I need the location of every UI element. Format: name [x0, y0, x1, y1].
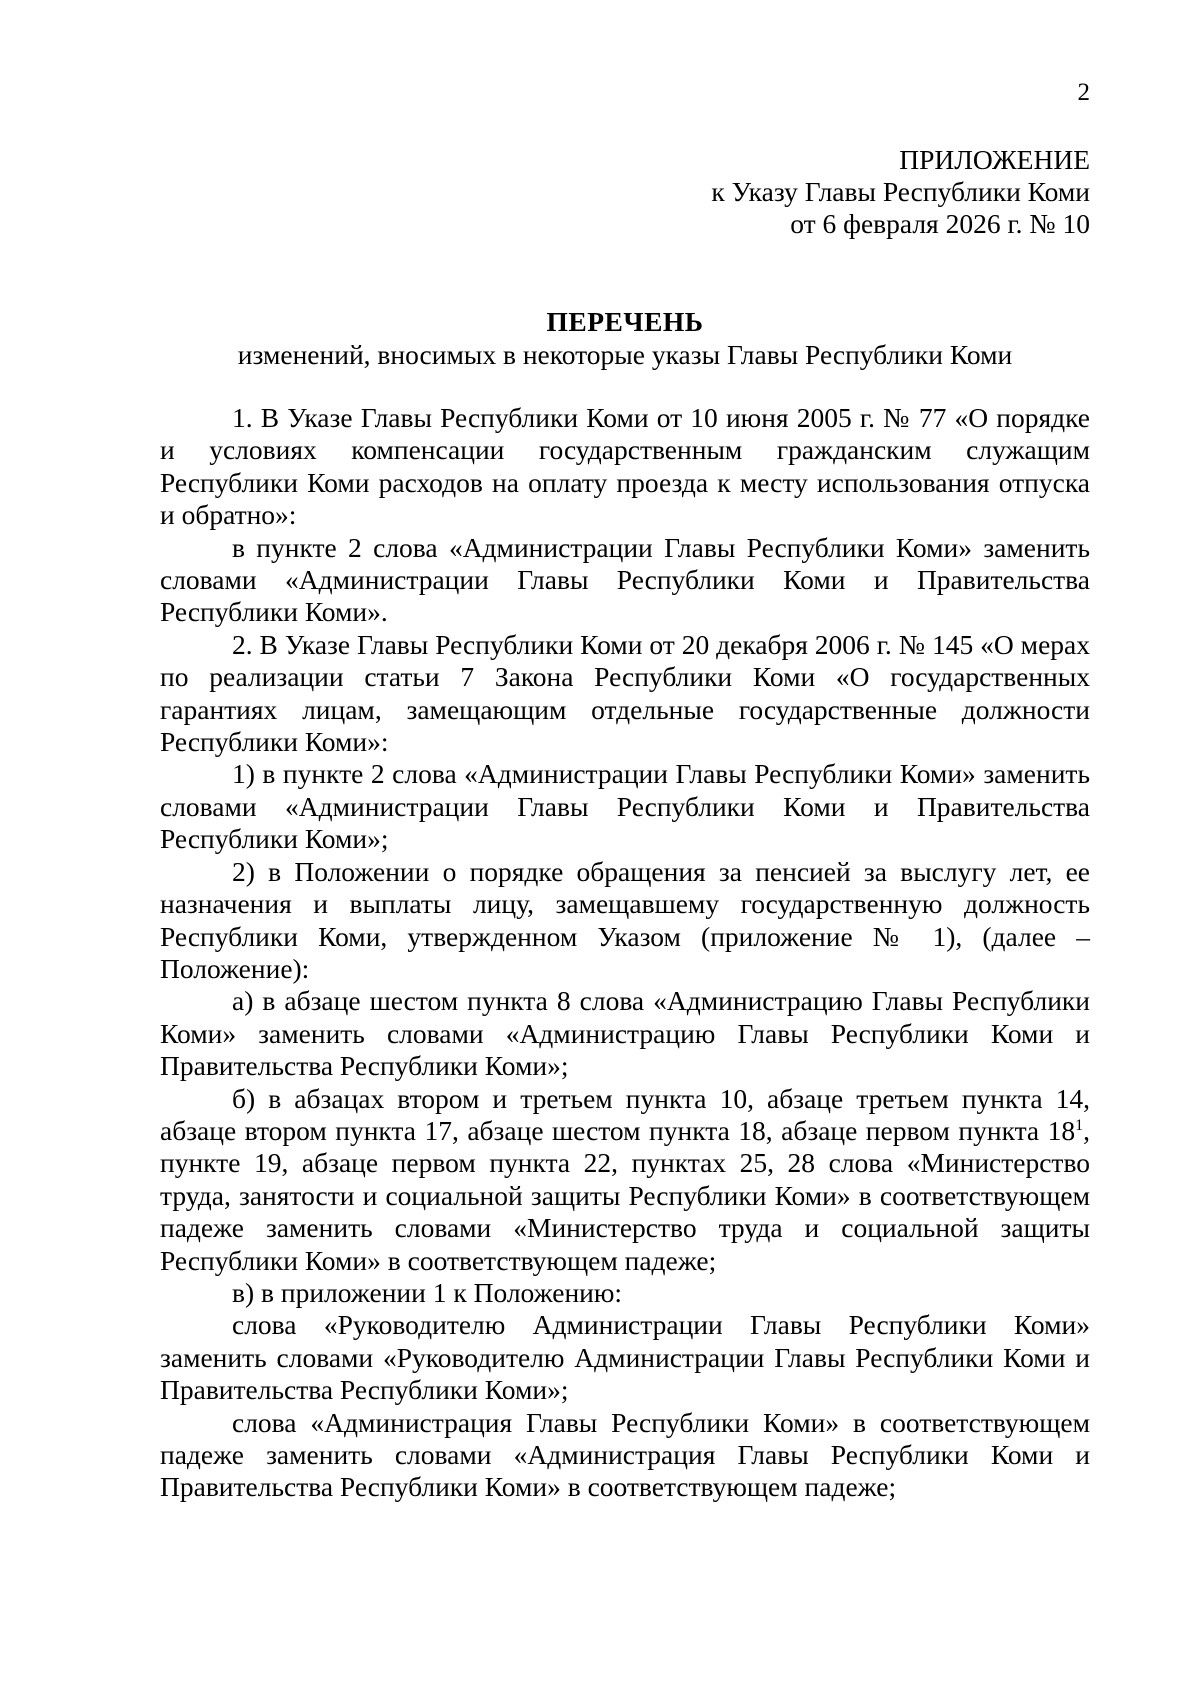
- paragraph: 2) в Положении о порядке обращения за пенсией за выслугу лет, ее назначения и выплаты лицу, замещавшему государственную должность Республики Коми, утвержденном Указом (приложение № 1), (далее – Положение):: [160, 855, 1090, 984]
- document-title-block: [160, 305, 1090, 371]
- document-subtitle: изменений, вносимых в некоторые указы Главы Республики Коми: [237, 339, 1013, 370]
- paragraph: слова «Администрация Главы Республики Коми» в соответствующем падеже заменить словами «Администрация Главы Республики Коми и Правительства Республики Коми» в соответствующем падеже;: [160, 1406, 1090, 1503]
- paragraph-b-text-start: б) в абзацах втором и третьем пункта 10, абзаце третьем пункта 14, абзаце втором пункта 17, абзаце шестом пункта 18, абзаце первом пункта 18: [160, 1082, 1090, 1146]
- paragraph: 1) в пункте 2 слова «Администрации Главы Республики Коми» заменить словами «Администрации Главы Республики Коми и Правительства Республики Коми»;: [160, 758, 1090, 855]
- paragraph: в) в приложении 1 к Положению:: [232, 1276, 623, 1308]
- paragraph: слова «Руководителю Администрации Главы Республики Коми» заменить словами «Руководителю Администрации Главы Республики Коми и Правительства Республики Коми»;: [160, 1309, 1090, 1406]
- paragraph: в пункте 2 слова «Администрации Главы Республики Коми» заменить словами «Администрации Главы Республики Коми и Правительства Республики Коми».: [160, 531, 1090, 628]
- appendix-date: от 6 февраля 2026 г. № 10: [790, 208, 1090, 239]
- superscript: 1: [1075, 1116, 1084, 1134]
- appendix-reference: к Указу Главы Республики Коми: [711, 176, 1090, 207]
- paragraph-b: [160, 1083, 1090, 1277]
- page-number: 2: [1077, 79, 1090, 106]
- paragraph: а) в абзаце шестом пункта 8 слова «Администрацию Главы Республики Коми» заменить словами «Администрацию Главы Республики Коми и Правительства Республики Коми»;: [160, 985, 1090, 1082]
- paragraph: 1. В Указе Главы Республики Коми от 10 июня 2005 г. № 77 «О порядке и условиях компенсации государственным гражданским служащим Республики Коми расходов на оплату проезда к месту использования отпуска и обратно»:: [160, 402, 1090, 531]
- paragraph-b-text-end: , пункте 19, абзаце первом пункта 22, пунктах 25, 28 слова «Министерство труда, занятости и социальной защиты Республики Коми» в соответствующем падеже заменить словами «Министерство труда и социальной защиты Республики Коми» в соответствующем падеже;: [160, 1114, 1090, 1276]
- document-body: [160, 402, 1090, 1504]
- appendix-header: [560, 144, 1090, 240]
- appendix-label: ПРИЛОЖЕНИЕ: [899, 144, 1090, 175]
- paragraph: 2. В Указе Главы Республики Коми от 20 декабря 2006 г. № 145 «О мерах по реализации статьи 7 Закона Республики Коми «О государственных гарантиях лицам, замещающим отдельные государственные должности Республики Коми»:: [160, 628, 1090, 758]
- document-title: ПЕРЕЧЕНЬ: [546, 306, 704, 337]
